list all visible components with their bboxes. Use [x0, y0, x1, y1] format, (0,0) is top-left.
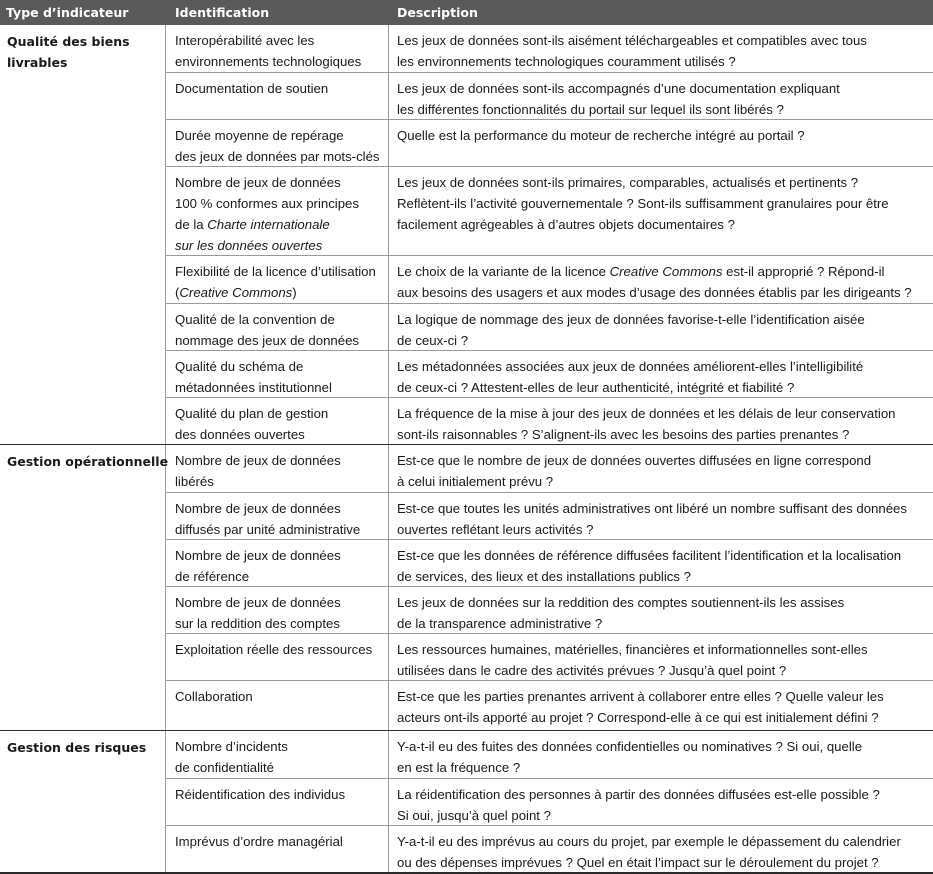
- description-cell: [389, 120, 933, 166]
- description-cell: [389, 587, 933, 633]
- text-line: La logique de nommage des jeux de données favorise-t-elle l’identification aisée: [397, 312, 865, 327]
- identification-cell: [166, 256, 389, 303]
- table-row: [166, 72, 933, 119]
- table-row: [166, 350, 933, 397]
- table-header: [0, 0, 933, 25]
- description-cell: [389, 540, 933, 586]
- description-cell: [389, 681, 933, 730]
- description-cell: [389, 167, 933, 255]
- text-line: Gestion des risques: [7, 740, 147, 755]
- table-row: [166, 680, 933, 730]
- table-row: [166, 731, 933, 778]
- indicator-group: [0, 445, 933, 731]
- table-row: [166, 166, 933, 255]
- text-line: sur les données ouvertes: [175, 238, 323, 253]
- text-line: les différentes fonctionnalités du portail sur lequel ils sont libérés ?: [397, 102, 784, 117]
- text-line: Réidentification des individus: [175, 787, 346, 802]
- identification-cell: [166, 540, 389, 586]
- table-row: [166, 25, 933, 72]
- text-line: de la Charte internationale: [175, 217, 330, 232]
- text-line: nommage des jeux de données: [175, 333, 360, 348]
- table-row: [166, 586, 933, 633]
- text-line: Nombre de jeux de données: [175, 501, 341, 516]
- table-row: [166, 633, 933, 680]
- table-row: [166, 445, 933, 492]
- text-line: sur la reddition des comptes: [175, 616, 340, 631]
- text-line: de confidentialité: [175, 760, 274, 775]
- text-line: Quelle est la performance du moteur de recherche intégré au portail ?: [397, 128, 805, 143]
- text-line: Les jeux de données sur la reddition des comptes soutiennent-ils les assises: [397, 595, 845, 610]
- text-line: de ceux-ci ?: [397, 333, 469, 348]
- text-line: livrables: [7, 55, 68, 70]
- text-line: Flexibilité de la licence d’utilisation: [175, 264, 376, 279]
- text-line: Qualité de la convention de: [175, 312, 335, 327]
- text-line: 100 % conformes aux principes: [175, 196, 359, 211]
- text-line: aux besoins des usagers et aux modes d’usage des données établis par les dirigeants ?: [397, 285, 912, 300]
- text-line: Les jeux de données sont-ils primaires, comparables, actualisés et pertinents ?: [397, 175, 859, 190]
- text-line: de services, des lieux et des installations publics ?: [397, 569, 691, 584]
- text-line: La fréquence de la mise à jour des jeux de données et les délais de leur conservation: [397, 406, 896, 421]
- text-line: Est-ce que les données de référence diffusées facilitent l’identification et la localisation: [397, 548, 902, 563]
- text-line: Qualité du schéma de: [175, 359, 304, 374]
- identification-cell: [166, 634, 389, 680]
- identification-cell: [166, 120, 389, 166]
- group-name: [0, 731, 166, 872]
- text-line: en est la fréquence ?: [397, 760, 521, 775]
- description-cell: [389, 826, 933, 872]
- table-row: [166, 492, 933, 539]
- text-line: Nombre d’incidents: [175, 739, 288, 754]
- description-cell: [389, 256, 933, 303]
- identification-cell: [166, 493, 389, 539]
- identification-cell: [166, 731, 389, 778]
- table-body: [0, 25, 933, 874]
- description-cell: [389, 779, 933, 825]
- text-line: métadonnées institutionnel: [175, 380, 332, 395]
- text-line: Nombre de jeux de données: [175, 548, 341, 563]
- text-line: Exploitation réelle des ressources: [175, 642, 373, 657]
- text-line: Les jeux de données sont-ils aisément téléchargeables et compatibles avec tous: [397, 33, 867, 48]
- identification-cell: [166, 167, 389, 255]
- indicator-group: [0, 25, 933, 445]
- text-line: des données ouvertes: [175, 427, 305, 442]
- text-line: sont-ils raisonnables ? S’alignent-ils avec les besoins des parties prenantes ?: [397, 427, 850, 442]
- text-line: libérés: [175, 474, 214, 489]
- text-line: Reflètent-ils l’activité gouvernementale ? Sont-ils suffisamment granulaires pour être: [397, 196, 889, 211]
- text-line: diffusés par unité administrative: [175, 522, 361, 537]
- table-row: [166, 397, 933, 444]
- description-cell: [389, 25, 933, 72]
- text-line: utilisées dans le cadre des activités prévues ? Jusqu’à quel point ?: [397, 663, 787, 678]
- description-cell: [389, 351, 933, 397]
- table-row: [166, 119, 933, 166]
- text-line: Durée moyenne de repérage: [175, 128, 344, 143]
- description-cell: [389, 493, 933, 539]
- header-identification: Identification: [175, 5, 270, 20]
- text-line: les environnements technologiques couramment utilisés ?: [397, 54, 736, 69]
- text-line: acteurs ont-ils apporté au projet ? Correspond-elle à ce qui est initialement défini ?: [397, 710, 879, 725]
- table-row: [166, 825, 933, 872]
- identification-cell: [166, 304, 389, 350]
- text-line: de référence: [175, 569, 250, 584]
- text-line: ouvertes reflétant leurs activités ?: [397, 522, 594, 537]
- table-row: [166, 255, 933, 303]
- text-line: Est-ce que le nombre de jeux de données ouvertes diffusées en ligne correspond: [397, 453, 872, 468]
- text-line: Imprévus d’ordre managérial: [175, 834, 343, 849]
- group-name: [0, 25, 166, 444]
- text-line: environnements technologiques: [175, 54, 362, 69]
- identification-cell: [166, 351, 389, 397]
- text-line: Les jeux de données sont-ils accompagnés d’une documentation expliquant: [397, 81, 840, 96]
- identification-cell: [166, 398, 389, 444]
- group-name: [0, 445, 169, 730]
- text-line: Si oui, jusqu’à quel point ?: [397, 808, 551, 823]
- description-cell: [389, 398, 933, 444]
- text-line: Le choix de la variante de la licence Creative Commons est-il approprié ? Répond-il: [397, 264, 885, 279]
- text-line: Y-a-t-il eu des fuites des données confidentielles ou nominatives ? Si oui, quelle: [397, 739, 863, 754]
- table-row: [166, 539, 933, 586]
- text-line: des jeux de données par mots-clés: [175, 149, 380, 164]
- text-line: Qualité du plan de gestion: [175, 406, 329, 421]
- text-line: Interopérabilité avec les: [175, 33, 315, 48]
- identification-cell: [166, 445, 389, 492]
- text-line: Les ressources humaines, matérielles, financières et informationnelles sont-elles: [397, 642, 868, 657]
- text-line: à celui initialement prévu ?: [397, 474, 554, 489]
- text-line: de ceux-ci ? Attestent-elles de leur authenticité, intégrité et fiabilité ?: [397, 380, 795, 395]
- header-description: Description: [397, 5, 478, 20]
- text-line: Gestion opérationnelle: [7, 454, 169, 469]
- identification-cell: [166, 779, 389, 825]
- indicator-group: [0, 731, 933, 874]
- description-cell: [389, 731, 933, 778]
- text-line: Y-a-t-il eu des imprévus au cours du projet, par exemple le dépassement du calendrier: [397, 834, 901, 849]
- text-line: Nombre de jeux de données: [175, 175, 341, 190]
- text-line: ou des dépenses imprévues ? Quel en était l’impact sur le déroulement du projet ?: [397, 855, 879, 870]
- description-cell: [389, 634, 933, 680]
- text-line: Est-ce que les parties prenantes arrivent à collaborer entre elles ? Quelle valeur les: [397, 689, 884, 704]
- text-line: Collaboration: [175, 689, 253, 704]
- text-line: Qualité des biens: [7, 34, 130, 49]
- table-row: [166, 778, 933, 825]
- text-line: Est-ce que toutes les unités administratives ont libéré un nombre suffisant des données: [397, 501, 907, 516]
- header-type: Type d’indicateur: [6, 5, 129, 20]
- table-row: [166, 303, 933, 350]
- description-cell: [389, 304, 933, 350]
- text-line: Les métadonnées associées aux jeux de données améliorent-elles l’intelligibilité: [397, 359, 864, 374]
- text-line: facilement agrégeables à d’autres objets documentaires ?: [397, 217, 735, 232]
- text-line: Nombre de jeux de données: [175, 595, 341, 610]
- text-line: de la transparence administrative ?: [397, 616, 603, 631]
- identification-cell: [166, 826, 389, 872]
- description-cell: [389, 73, 933, 119]
- text-line: (Creative Commons): [175, 285, 297, 300]
- text-line: Documentation de soutien: [175, 81, 329, 96]
- description-cell: [389, 445, 933, 492]
- identification-cell: [166, 587, 389, 633]
- identification-cell: [166, 25, 389, 72]
- text-line: Nombre de jeux de données: [175, 453, 341, 468]
- text-line: La réidentification des personnes à partir des données diffusées est-elle possible ?: [397, 787, 880, 802]
- identification-cell: [166, 681, 389, 730]
- identification-cell: [166, 73, 389, 119]
